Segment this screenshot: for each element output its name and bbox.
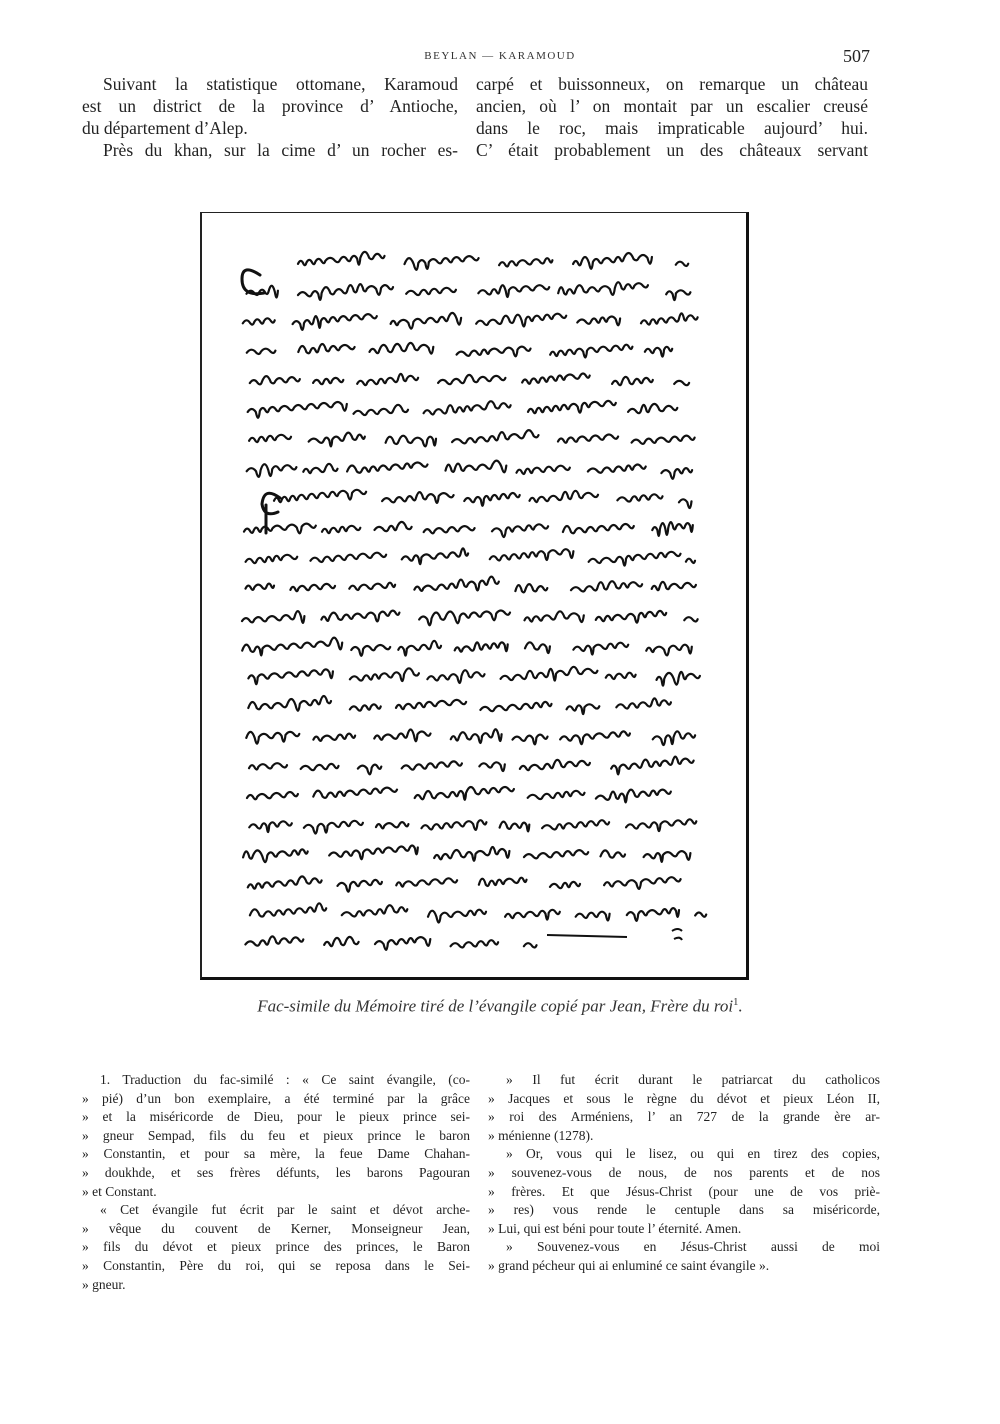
- manuscript-line: [247, 787, 689, 802]
- footnote-line: » gneur.: [82, 1276, 126, 1292]
- body-line: est un district de la province d’ Antioche,: [82, 96, 458, 116]
- manuscript-line: [250, 903, 706, 922]
- footnote-line: » Constantin, Père du roi, qui se reposa dans le Sei-: [82, 1257, 470, 1273]
- caption-note-ref: 1: [733, 996, 739, 1008]
- manuscript-line: [248, 876, 681, 891]
- footnote-line: « Cet évangile fut écrit par le saint et dévot arche-: [100, 1202, 470, 1218]
- manuscript-line: [298, 252, 688, 270]
- body-line: carpé et buissonneux, on remarque un château: [476, 74, 868, 94]
- footnote-line: » fils du dévot et pieux prince des princes, le Baron: [82, 1239, 470, 1255]
- page-number: 507: [843, 46, 870, 66]
- manuscript-line: [245, 936, 536, 949]
- manuscript-line: [246, 577, 696, 593]
- body-line: dans le roc, mais impraticable aujourd’ hui.: [476, 118, 868, 138]
- closing-flourish: [547, 929, 682, 940]
- manuscript-line: [249, 757, 694, 775]
- body-line: Suivant la statistique ottomane, Karamoud: [103, 74, 458, 94]
- footnote-line: » vêque du couvent de Kerner, Monseigneur Jean,: [82, 1220, 470, 1236]
- body-line: C’ était probablement un des châteaux servant: [476, 140, 868, 160]
- manuscript-line: [248, 696, 692, 714]
- footnote-line: 1. Traduction du fac-similé : « Ce saint évangile, (co-: [100, 1072, 470, 1087]
- footnote-line: » Jacques et sous le règne du dévot et pieux Léon II,: [488, 1090, 880, 1106]
- footnote-column-right: [488, 1071, 880, 1276]
- footnote-column-left: [82, 1071, 470, 1294]
- footnote-line: » doukhde, et ses frères défunts, les barons Pagouran: [82, 1164, 470, 1180]
- manuscript-line: [243, 313, 698, 330]
- figure-caption: Fac-simile du Mémoire tiré de l’évangile copié par Jean, Frère du roi$^1$.: [257, 996, 743, 1016]
- footnote-line: » grand pécheur qui ai enluminé ce saint évangile ».: [488, 1257, 770, 1273]
- manuscript-script-image: [202, 213, 746, 977]
- footnote-line: » Il fut écrit durant le patriarcat du catholicos: [506, 1072, 880, 1087]
- footnote-line: » et Constant.: [82, 1183, 157, 1199]
- manuscript-line: [247, 343, 695, 358]
- body-column-right: [476, 73, 868, 161]
- manuscript-line: [249, 819, 696, 833]
- footnote-line: » ménienne (1278).: [488, 1127, 594, 1143]
- footnote-line: » Souvenez-vous en Jésus-Christ aussi de moi: [506, 1239, 880, 1255]
- manuscript-line: [244, 522, 693, 537]
- manuscript-line: [243, 846, 690, 863]
- footnote-line: » Lui, qui est béni pour toute l’ éternité. Amen.: [488, 1220, 742, 1236]
- footnote-line: » Constantin, et pour sa mère, la feue Dame Chahan-: [82, 1146, 470, 1162]
- manuscript-line: [246, 729, 695, 745]
- manuscript-line: [242, 611, 698, 626]
- manuscript-line: [250, 374, 689, 386]
- manuscript-line: [248, 667, 700, 686]
- manuscript-line: [242, 638, 692, 656]
- manuscript-line: [249, 430, 694, 446]
- footnote-line: » frères. Et que Jésus-Christ (pour une de vos priè-: [488, 1183, 880, 1199]
- footnote-line: » et la miséricorde de Dieu, pour le pieux prince sei-: [82, 1109, 470, 1125]
- body-line: ancien, où l’ on montait par un escalier creusé: [476, 96, 868, 116]
- body-line: Près du khan, sur la cime d’ un rocher es-: [103, 140, 458, 160]
- caption-text: Fac-simile du Mémoire tiré de l’évangile copié par Jean, Frère du roi: [257, 996, 734, 1016]
- running-head: [0, 47, 1000, 67]
- running-title: BEYLAN — KARAMOUD: [424, 50, 576, 62]
- manuscript-line: [247, 282, 691, 300]
- footnote-line: » gneur Sempad, fils du feu et pieux prince le baron: [82, 1127, 470, 1143]
- footnote-line: » Or, vous qui le lisez, ou qui en tirez des copies,: [506, 1146, 880, 1162]
- manuscript-line: [247, 461, 692, 479]
- manuscript-line: [274, 490, 692, 508]
- facsimile-manuscript: [200, 212, 749, 980]
- footnote-line: » roi des Arméniens, l’ an 727 de la grande ère ar-: [488, 1109, 880, 1125]
- footnote-line: » souvenez-vous de nous, de nos parents et de nos: [488, 1164, 880, 1180]
- manuscript-line: [248, 401, 698, 418]
- body-line: du département d’Alep.: [82, 118, 248, 138]
- footnote-line: » pié) d’un bon exemplaire, a été terminé par la grâce: [82, 1090, 470, 1106]
- body-column-left: [82, 73, 458, 161]
- manuscript-line: [246, 548, 695, 565]
- footnote-line: » res) vous rende le centuple dans sa miséricorde,: [488, 1202, 880, 1218]
